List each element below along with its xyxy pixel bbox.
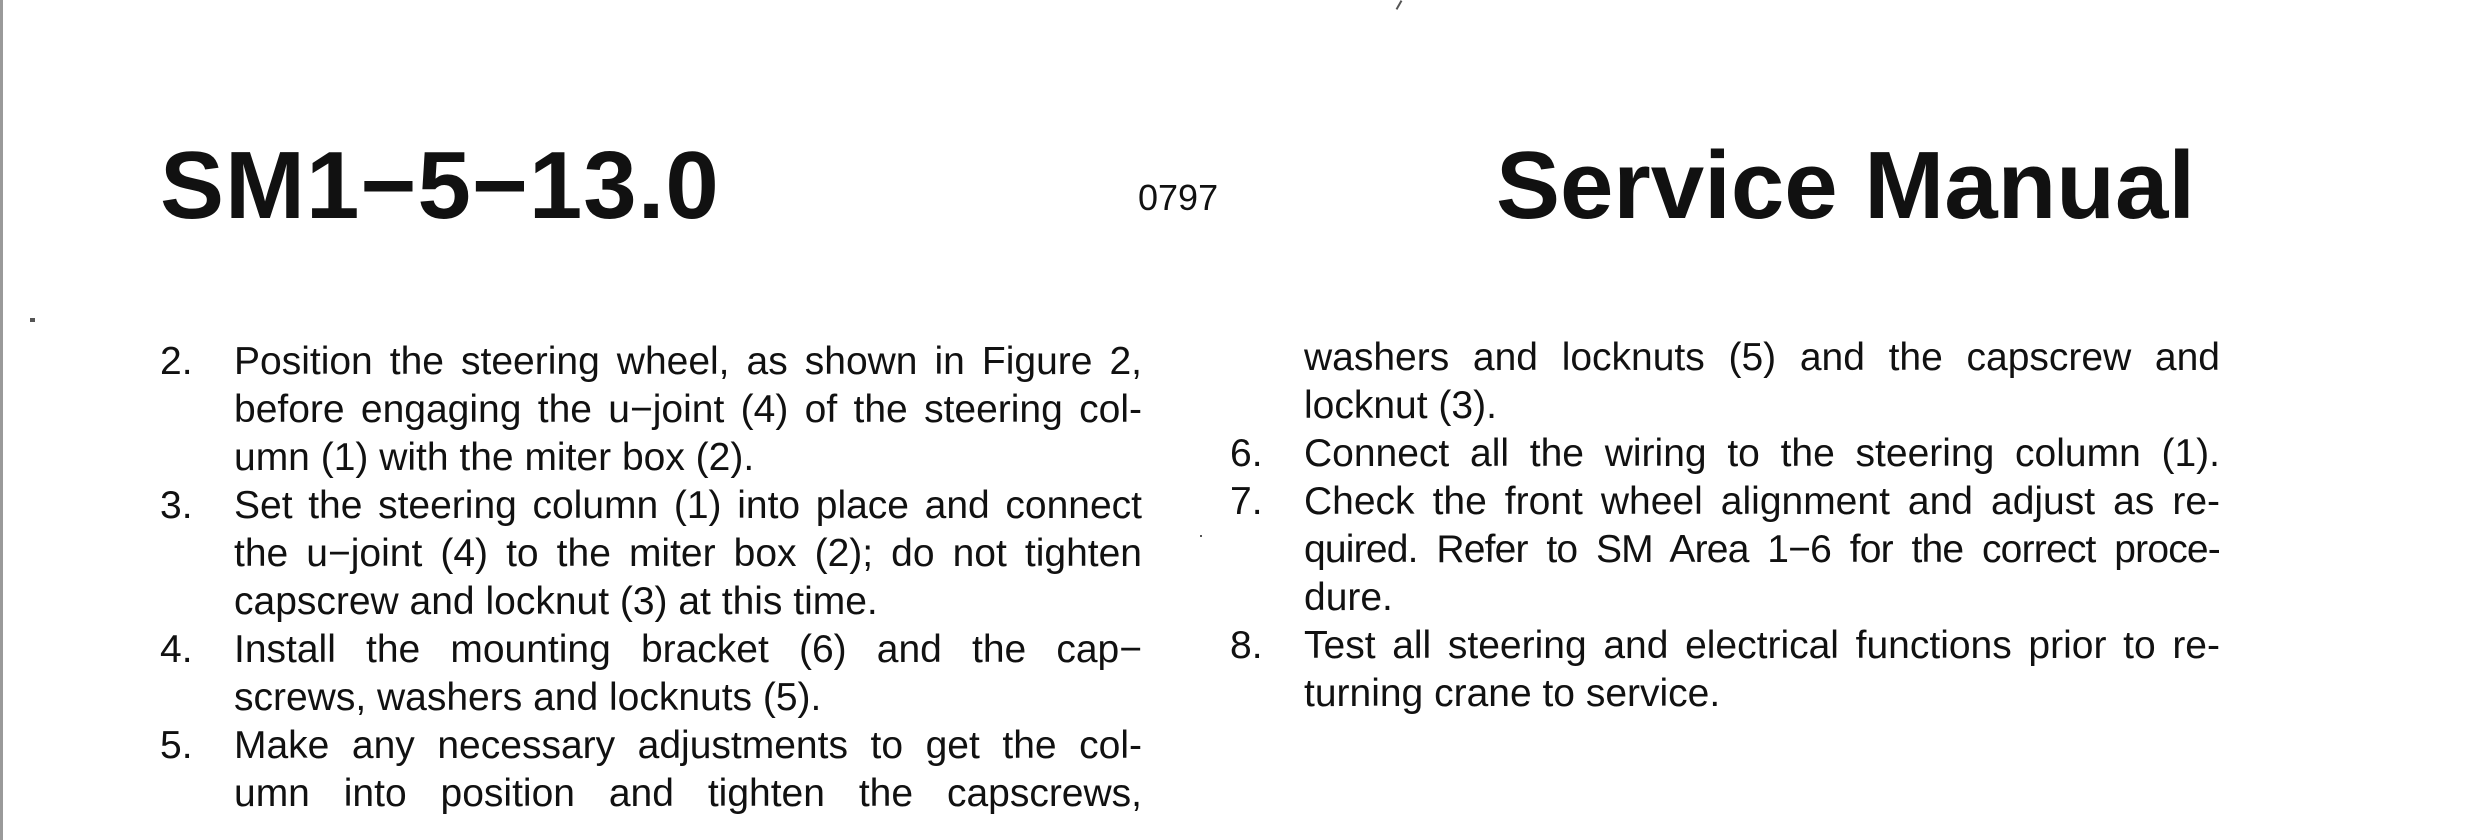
step-text bbox=[1304, 478, 2220, 622]
text-line: the u−joint (4) to the miter box (2); do not tighten bbox=[234, 532, 1142, 575]
text-line: Connect all the wiring to the steering column (1). bbox=[1304, 432, 2220, 475]
step-number: 8. bbox=[1230, 624, 1263, 667]
page-code: 0797 bbox=[1138, 177, 1219, 218]
step-number: 3. bbox=[160, 484, 193, 527]
list-item-step-6 bbox=[1230, 430, 2220, 478]
list-item-step-5 bbox=[160, 722, 1142, 818]
text-line: Make any necessary adjustments to get the col- bbox=[234, 724, 1142, 767]
right-column bbox=[1230, 334, 2220, 718]
step-number: 2. bbox=[160, 340, 193, 383]
left-column bbox=[160, 338, 1142, 818]
text-line: umn into position and tighten the capscrews, bbox=[234, 772, 1142, 815]
document-title: Service Manual bbox=[1496, 132, 2195, 239]
list-item-step-7 bbox=[1230, 478, 2220, 622]
text-line: Position the steering wheel, as shown in Figure 2, bbox=[234, 340, 1142, 383]
page-left-border bbox=[0, 0, 3, 840]
scan-speck bbox=[30, 318, 35, 322]
scan-speck bbox=[1396, 0, 1403, 10]
text-line: turning crane to service. bbox=[1304, 672, 1721, 715]
step-text bbox=[234, 626, 1142, 722]
step-text bbox=[234, 722, 1142, 818]
step-text bbox=[1304, 430, 2220, 478]
list-item-step-3 bbox=[160, 482, 1142, 626]
document-number: SM1−5−13.0 bbox=[160, 132, 720, 239]
text-line: locknut (3). bbox=[1304, 384, 1497, 427]
text-line: dure. bbox=[1304, 576, 1393, 619]
step-number: 4. bbox=[160, 628, 193, 671]
text-line: screws, washers and locknuts (5). bbox=[234, 676, 822, 719]
text-line: Test all steering and electrical functions prior to re- bbox=[1304, 624, 2220, 667]
step-5-continuation bbox=[1230, 334, 2220, 430]
text-line: capscrew and locknut (3) at this time. bbox=[234, 580, 878, 623]
step-text bbox=[234, 338, 1142, 482]
text-line: Check the front wheel alignment and adjust as re- bbox=[1304, 480, 2220, 523]
step-number: 5. bbox=[160, 724, 193, 767]
text-line: quired. Refer to SM Area 1−6 for the correct proce- bbox=[1304, 528, 2220, 571]
list-item-step-8 bbox=[1230, 622, 2220, 718]
text-line: Install the mounting bracket (6) and the cap− bbox=[234, 628, 1142, 671]
scan-speck bbox=[1200, 535, 1202, 537]
step-number: 7. bbox=[1230, 480, 1263, 523]
text-line: before engaging the u−joint (4) of the steering col- bbox=[234, 388, 1142, 431]
step-text bbox=[234, 482, 1142, 626]
text-line: umn (1) with the miter box (2). bbox=[234, 436, 755, 479]
step-number: 6. bbox=[1230, 432, 1263, 475]
text-line: Set the steering column (1) into place and connect bbox=[234, 484, 1142, 527]
text-line: washers and locknuts (5) and the capscrew and bbox=[1304, 336, 2220, 379]
list-item-step-2 bbox=[160, 338, 1142, 482]
step-text bbox=[1304, 622, 2220, 718]
list-item-step-4 bbox=[160, 626, 1142, 722]
